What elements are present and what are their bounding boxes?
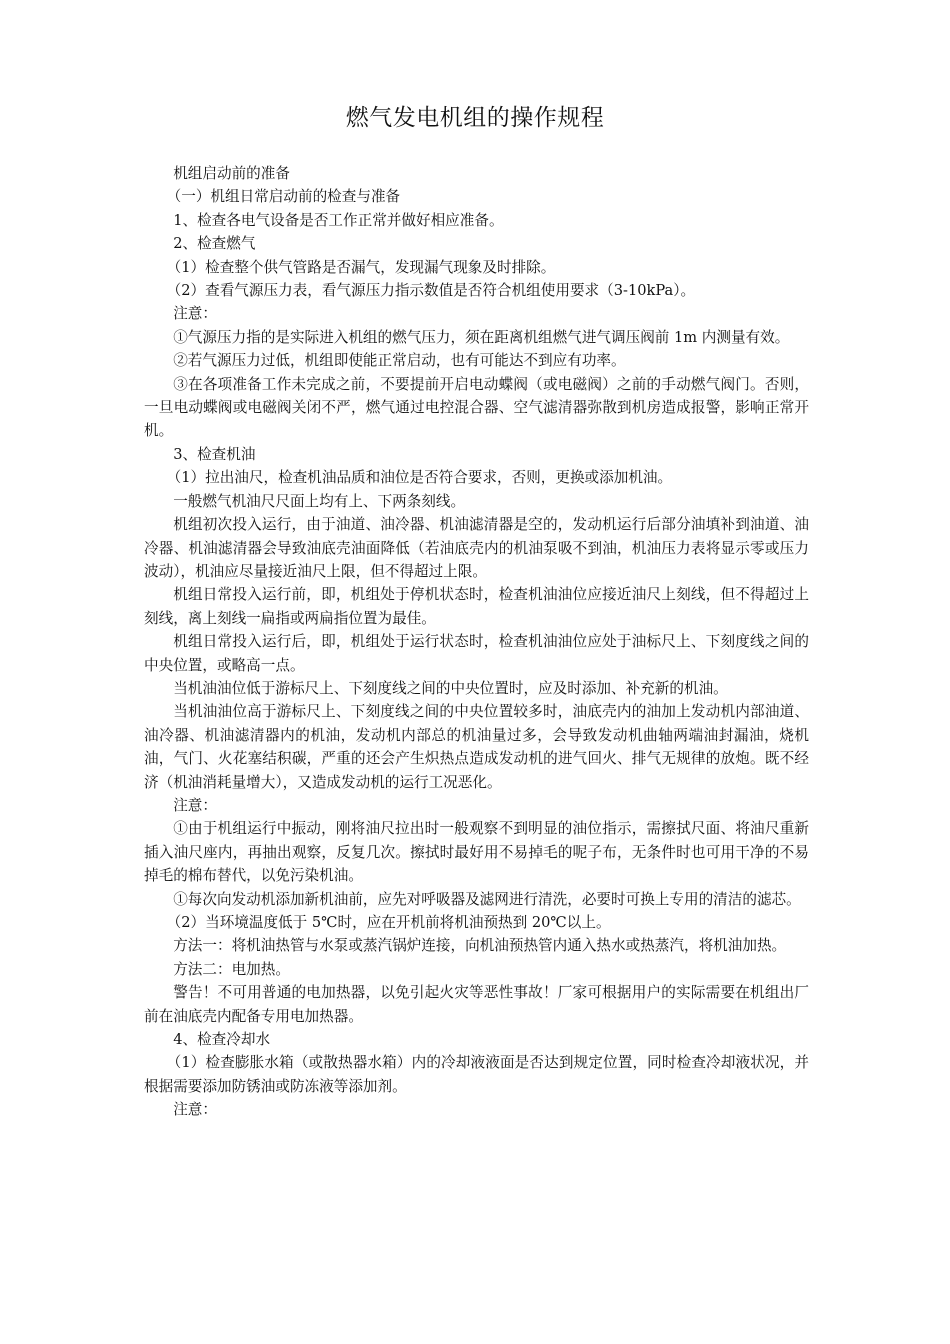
note-item: ①气源压力指的是实际进入机组的燃气压力，须在距离机组燃气进气调压阀前 1m 内测量有效。 bbox=[173, 328, 790, 346]
paragraph: （1）检查整个供气管路是否漏气，发现漏气现象及时排除。 bbox=[166, 258, 556, 276]
paragraph: 机组日常投入运行前，即，机组处于停机状态时，检查机油油位应接近油尺上刻线，但不得超过上刻线，离上刻线一扁指或两扁指位置为最佳。 bbox=[144, 586, 809, 627]
note-label: 注意： bbox=[173, 796, 217, 814]
document-title: 燃气发电机组的操作规程 bbox=[345, 105, 605, 131]
item-heading: 2、检查燃气 bbox=[173, 235, 256, 253]
paragraph: （2）当环境温度低于 5℃时，应在开机前将机油预热到 20℃以上。 bbox=[166, 914, 611, 931]
item-heading: 4、检查冷却水 bbox=[173, 1031, 271, 1049]
paragraph: 当机油油位低于游标尺上、下刻度线之间的中央位置时，应及时添加、补充新的机油。 bbox=[173, 679, 728, 697]
paragraph: 一般燃气机油尺尺面上均有上、下两条刻线。 bbox=[173, 492, 466, 510]
paragraph: 机组初次投入运行，由于油道、油冷器、机油滤清器是空的，发动机运行后部分油填补到油道、油冷器、机油滤清器会导致油底壳油面降低（若油底壳内的机油泵吸不到油，机油压力表将显示零或压力波动），机油应尽量接近油尺上限，但不得超过上限。 bbox=[144, 516, 809, 580]
paragraph: （2）查看气源压力表，看气源压力指示数值是否符合机组使用要求（3-10kPa）。 bbox=[166, 282, 696, 300]
paragraph: 当机油油位高于游标尺上、下刻度线之间的中央位置较多时，油底壳内的油加上发动机内部油道、油冷器、机油滤清器内的机油，发动机内部总的机油量过多，会导致发动机曲轴两端油封漏油，烧机油，气门、火花塞结积碳，严重的还会产生炽热点造成发动机的进气回火、排气无规律的放炮。既不经济（机油消耗量增大），又造成发动机的运行工况恶化。 bbox=[144, 703, 809, 791]
note-item: ②若气源压力过低，机组即使能正常启动，也有可能达不到应有功率。 bbox=[173, 352, 626, 370]
section-heading: 机组启动前的准备 bbox=[173, 165, 290, 182]
subsection-heading: （一）机组日常启动前的检查与准备 bbox=[166, 188, 401, 206]
paragraph: （1）拉出油尺，检查机油品质和油位是否符合要求，否则，更换或添加机油。 bbox=[166, 469, 673, 487]
paragraph: 方法二：电加热。 bbox=[173, 960, 290, 978]
item-heading: 3、检查机油 bbox=[173, 445, 256, 463]
paragraph: 方法一：将机油热管与水泵或蒸汽锅炉连接，向机油预热管内通入热水或热蒸汽，将机油加热。 bbox=[173, 937, 787, 955]
paragraph: （1）检查膨胀水箱（或散热器水箱）内的冷却液液面是否达到规定位置，同时检查冷却液状况，并根据需要添加防锈油或防冻液等添加剂。 bbox=[144, 1054, 809, 1095]
paragraph: 1、检查各电气设备是否工作正常并做好相应准备。 bbox=[173, 211, 504, 229]
note-item: ③在各项准备工作未完成之前，不要提前开启电动蝶阀（或电磁阀）之前的手动燃气阀门。否则，一旦电动蝶阀或电磁阀关闭不严，燃气通过电控混合器、空气滤清器弥散到机房造成报警，影响正常开机。 bbox=[144, 375, 809, 440]
note-label: 注意： bbox=[173, 1101, 217, 1119]
note-item: ①由于机组运行中振动，刚将油尺拉出时一般观察不到明显的油位指示，需擦拭尺面、将油尺重新插入油尺座内，再抽出观察，反复几次。擦拭时最好用不易掉毛的呢子布，无条件时也可用干净的不易掉毛的棉布替代，以免污染机油。 bbox=[144, 820, 809, 885]
paragraph: 机组日常投入运行后，即，机组处于运行状态时，检查机油油位应处于油标尺上、下刻度线之间的中央位置，或略高一点。 bbox=[144, 633, 809, 674]
note-item: ①每次向发动机添加新机油前，应先对呼吸器及滤网进行清洗，必要时可换上专用的清洁的滤芯。 bbox=[173, 890, 801, 908]
note-label: 注意： bbox=[173, 305, 217, 323]
warning-paragraph: 警告！不可用普通的电加热器，以免引起火灾等恶性事故！厂家可根据用户的实际需要在机组出厂前在油底壳内配备专用电加热器。 bbox=[144, 984, 809, 1025]
document-body bbox=[144, 162, 809, 1122]
